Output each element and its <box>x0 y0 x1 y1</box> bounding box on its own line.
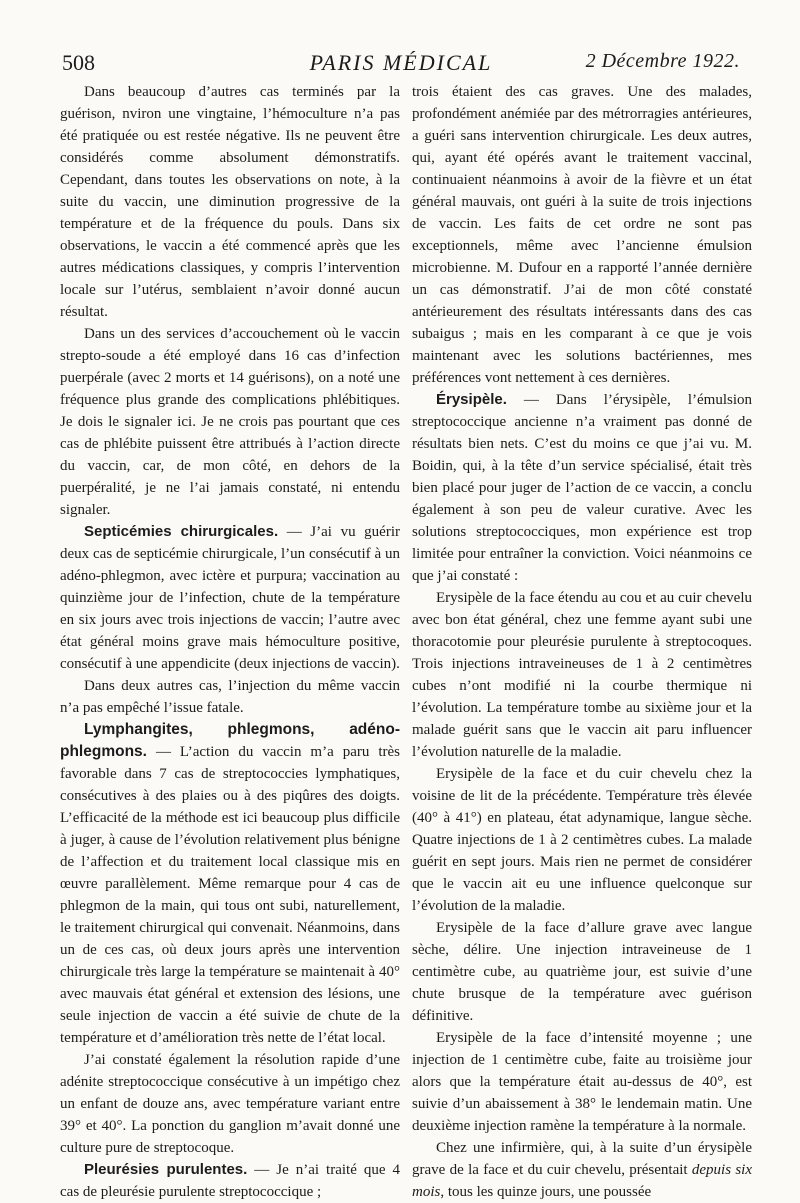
paragraph <box>60 1159 400 1203</box>
section-heading: Septicémies chirurgicales. <box>84 523 279 540</box>
paragraph <box>60 521 400 675</box>
paragraph-text: — L’action du vaccin m’a paru très favorable dans 7 cas de streptococcies lymphatiques, consécutives à des plaies ou à des piqûres des doigts. L’efficacité de la méthode est ici beaucoup plus difficile à juger, à cause de l’évolution relativement plus bénigne de l’affection et du traitement local classique mis en œuvre parallèlement. Même remarque pour 4 cas de phlegmon de la main, qui tous ont subi, naturellement, le traitement chirurgical qui convenait. Néanmoins, dans un de ces cas, où deux jours après une intervention chirurgicale très large la température se maintenait à 40° avec mauvais état général et extension des lésions, une seule injection de vaccin a été suivie de chute de la température et d’amélioration très nette de l’état local. <box>60 744 400 1046</box>
issue-date: 2 Décembre 1922. <box>585 50 740 72</box>
paragraph-text: — Je n’ai traité que 4 cas de pleurésie purulente streptococcique ; <box>60 1162 400 1200</box>
paragraph: Erysipèle de la face d’allure grave avec langue sèche, délire. Une injection intraveineuse de 1 centimètre cube, au quatrième jour, est suivie d’une chute brusque de la température avec guérison définitive. <box>412 920 752 1024</box>
paragraph-text: — J’ai vu guérir deux cas de septicémie chirurgicale, l’un consécutif à un adéno-phlegmon, avec ictère et purpura; vaccination au quinzième jour de l’infection, chute de la température en six jours avec trois injections de vaccin; l’autre avec état général moins grave mais hémoculture positive, consécutif à une appendicite (deux injections de vaccin). <box>60 524 400 672</box>
paragraph <box>412 389 752 587</box>
paragraph: Dans un des services d’accouchement où le vaccin strepto-soude a été employé dans 16 cas d’infection puerpérale (avec 2 morts et 14 guérisons), on a noté une fréquence plus grande des complications phlébitiques. Je dois le signaler ici. Je ne crois pas pourtant que ces cas de phlébite puissent être attribués à l’action directe du vaccin, car, de mon côté, en dehors de la puerpéralité, je ne l’ai jamais constaté, ni entendu signaler. <box>60 326 400 518</box>
section-heading: Érysipèle. <box>436 391 507 408</box>
paragraph <box>412 1137 752 1203</box>
paragraph: Erysipèle de la face d’intensité moyenne ; une injection de 1 centimètre cube, faite au troisième jour alors que la température était au-dessus de 40°, est suivie d’un abaissement à 38° le lendemain matin. Une deuxième injection ramène la température à la normale. <box>412 1030 752 1134</box>
paragraph: trois étaient des cas graves. Une des malades, profondément anémiée par des métrorragies antérieures, a guéri sans intervention chirurgicale. Les deux autres, qui, ayant été opérés avant le traitement vaccinal, continuaient néanmoins à avoir de la fièvre et un état général mauvais, ont guéri à la suite de trois injections de vaccin. Les faits de cet ordre ne sont pas exceptionnels, même avec l’ancienne émulsion microbienne. M. Dufour en a rapporté l’année dernière un cas démonstratif. J’ai de mon côté constaté antérieurement des résultats intéressants dans des cas subaigus ; mais en les comparant à ce que je vois maintenant avec les solutions bactériennes, mes préférences vont nettement à ces dernières. <box>412 84 752 386</box>
left-column <box>60 81 400 1203</box>
section-heading: Lymphangites, phlegmons, adéno-phlegmons. <box>60 721 400 760</box>
paragraph: Dans beaucoup d’autres cas terminés par la guérison, nviron une vingtaine, l’hémoculture n’a pas été pratiquée ou est restée négative. Ils ne peuvent être considérés comme absolument démonstratifs. Cependant, dans toutes les observations on note, à la suite du vaccin, une diminution progressive de la température et de la fréquence du pouls. Dans six observations, le vaccin a été commencé après que les autres médications classiques, y compris l’intervention locale sur l’utérus, semblaient n’avoir donné aucun résultat. <box>60 84 400 320</box>
section-heading: Pleurésies purulentes. <box>84 1161 248 1178</box>
paragraph: Erysipèle de la face et du cuir chevelu chez la voisine de lit de la précédente. Température très élevée (40° à 41°) en plateau, état adynamique, langue sèche. Quatre injections de 1 à 2 centimètres cubes. La malade guérit en sept jours. Mais rien ne permet de considérer que le vaccin ait eu une influence quelconque sur l’évolution de la maladie. <box>412 766 752 914</box>
page-header <box>62 50 740 80</box>
paragraph <box>60 719 400 1049</box>
paragraph: J’ai constaté également la résolution rapide d’une adénite streptococcique consécutive à un impétigo chez un enfant de douze ans, avec température variant entre 39° et 40°. La ponction du ganglion m’avait donné une culture pure de streptocoque. <box>60 1052 400 1156</box>
paragraph: Dans deux autres cas, l’injection du même vaccin n’a pas empêché l’issue fatale. <box>60 678 400 716</box>
journal-title: PARIS MÉDICAL <box>309 50 493 75</box>
paragraph-text: Chez une infirmière, qui, à la suite d’un érysipèle grave de la face et du cuir chevelu, présentait <box>412 1140 752 1178</box>
right-column <box>412 81 752 1203</box>
paragraph: Erysipèle de la face étendu au cou et au cuir chevelu avec bon état général, chez une femme ayant subi une thoracotomie pour pleurésie purulente à streptocoques. Trois injections intraveineuses de 1 à 2 centimètres cubes n’ont modifié ni la courbe thermique ni l’évolution. La température tombe au sixième jour et la malade guérit sans que le vaccin ait paru influencer l’évolution naturelle de la maladie. <box>412 590 752 760</box>
paragraph-text: — Dans l’érysipèle, l’émulsion streptococcique ancienne n’a vraiment pas donné de résultats bien nets. C’est du moins ce que j’ai vu. M. Boidin, qui, à la tête d’un service spécialisé, était très bien placé pour juger de l’action de ce vaccin, a conclu également à son peu de valeur curative. Avec les solutions streptococciques, mon expérience est trop limitée pour entraîner la conviction. Voici néanmoins ce que j’ai constaté : <box>412 392 752 584</box>
paragraph-text: , tous les quinze jours, une poussée <box>440 1184 652 1200</box>
page-number: 508 <box>62 50 95 75</box>
emphasis-text: depuis six mois <box>412 1162 753 1200</box>
